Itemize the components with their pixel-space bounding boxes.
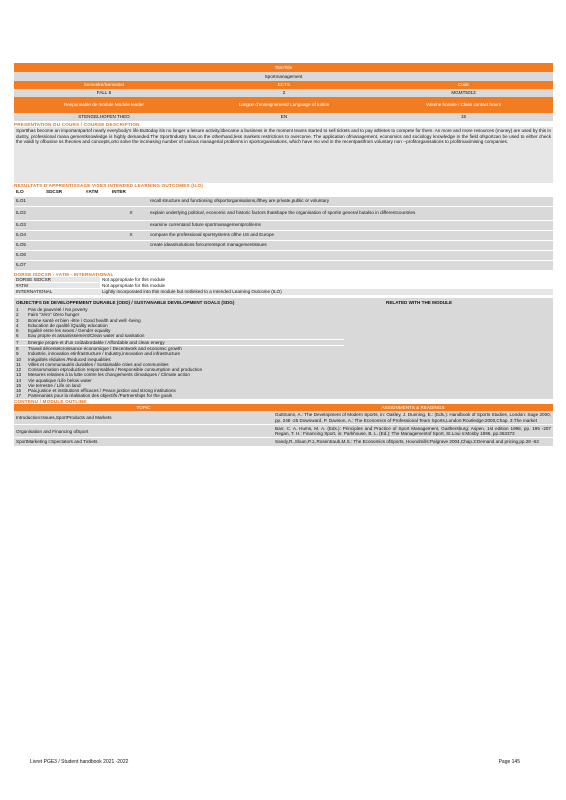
ilo-id: ILO2 (16, 210, 26, 216)
presentation-text: Sportthas become an importantpartof nearly everybody's life.Buttoday itis no longer a leisure activity,itbecame a business in the moment teams started to sell tickets and to pay athletes to compete for them. As more and more resources (money) are used by this in dustry, professional mana gementknowledge is highly demanded.The SportIndustry has,on the otherhand,less markets restrictions to overcome. The application ofmanagement, economics and sociology knowledge in the field ofsportcan be used to either check the validi ty ofbusine ss theories and concepts,orto solve the increasing number of various managerial problems in sportorganisations, which have mo ved in the recentpastfrom voluntary non --profitorganisations to profitmaximising companies. (14, 127, 553, 183)
title-value-row (14, 72, 553, 81)
ilo-row (14, 197, 553, 207)
ilo-text (148, 264, 553, 266)
ilo-text: create ideas/solutions forcurrentsport managementissues (150, 242, 267, 248)
title-label: TitreTitle (274, 65, 293, 70)
sdg-text: Mesures relatives à la lutte contre les changements climatiques / Climate action (28, 372, 190, 378)
ilo-table (14, 197, 553, 271)
title-value: Sportmanagement (264, 74, 303, 79)
ects-value: 2 (282, 90, 286, 95)
title-label-row (14, 63, 553, 72)
sdg-number: 7 (16, 339, 19, 345)
code-value: MGMT5013 (451, 90, 476, 95)
ilo-mark: X (129, 210, 133, 216)
sdg-number: 2 (16, 312, 19, 318)
dorse-heading: DORSE ISDCSR - #ATM - INTERNATIONAL (14, 271, 114, 277)
course-page (14, 63, 553, 447)
sdg-text: Villes et communautés durables / Sustainable cities and communities (28, 361, 169, 367)
footer-page-number: Page 145 (498, 759, 520, 765)
footer-handbook: Livret PGE3 / Student handbook 2021 -2022 (30, 759, 129, 765)
sdg-section (14, 298, 553, 399)
sdg-text: Partenariats pour la réalisation des objectifs /Partnerships for the goals (28, 393, 173, 399)
ilo-column-header (14, 189, 553, 197)
sdg-text: Vie terrestre / Life on land (28, 382, 81, 388)
sdg-number: 6 (16, 333, 19, 339)
dorse-table (14, 277, 553, 296)
dorse-text: Lightly incorporated into this module but notlinked to a Intended Learning Outcome (ILO) (100, 289, 553, 294)
ilo-mark: X (129, 232, 133, 238)
sdg-text: Pas de pauvreté / No poverty (28, 306, 88, 312)
presentation-heading: PRESENTATION DU COURS / COURSE DESCRIPTION (14, 122, 140, 127)
ilo-row (14, 207, 553, 221)
dorse-label: #ATM (14, 283, 100, 288)
sdg-related-heading: RELATED WITH THE MODULE (386, 299, 453, 305)
ilo-row (14, 261, 553, 271)
sdg-number: 10 (16, 356, 22, 362)
responsible-label: Responsable de module Module leader (64, 102, 144, 108)
volume-label: Volume horaire / Class contact hours (425, 102, 502, 108)
sdg-text: Consommation etproduction responsables / Responsible consumption and production (28, 367, 203, 373)
dorse-row (14, 289, 553, 295)
sdg-number: 12 (16, 367, 22, 373)
ilo-row (14, 221, 553, 231)
ilo-col-inter: INTER (112, 188, 126, 194)
contenu-row (14, 438, 553, 446)
code-label: Code (458, 82, 469, 87)
semester-value-row (14, 89, 553, 97)
ects-label: ECTS (277, 82, 291, 87)
contenu-header-row (14, 404, 553, 411)
ilo-id: ILO6 (16, 252, 26, 258)
sdg-number: 3 (16, 317, 19, 323)
sdg-number: 8 (16, 345, 19, 351)
ilo-text: examine currentand future sportmanagementproblems (150, 222, 261, 228)
volume-value: 15 (460, 114, 467, 119)
semester-label: Semestre/Semester (83, 82, 125, 87)
sdg-number: 16 (16, 388, 22, 394)
ilo-id: ILO4 (16, 232, 26, 238)
dorse-text: Not appropriate for this module (102, 283, 166, 289)
sdg-number: 9 (16, 351, 19, 357)
ilo-row (14, 251, 553, 261)
ilo-heading: RESULTATS D'APPRENTISSAGE VISES INTENDED LEARNING OUTCOMES (ILO) (14, 183, 203, 189)
topic-col-header: TOPIC (136, 405, 151, 411)
sdg-number: 4 (16, 322, 19, 328)
sdg-header-row (14, 298, 557, 307)
contenu-row (14, 411, 553, 424)
language-label: Langue d'enseignement/ Language of tuition (238, 102, 330, 108)
ilo-id: ILO7 (16, 262, 26, 268)
sdg-text: Egalité entre les sexes / Gender equality (28, 328, 111, 334)
ilo-text: recall structure and functioning ofsportorganisations,ifthey are private,public or voluntary (150, 198, 329, 204)
ilo-row (14, 231, 553, 241)
sdg-text: Energie propre et d'un coûtabordable / Affordable and clean energy (28, 339, 165, 345)
sdg-number: 15 (16, 382, 22, 388)
semester-value: FALL 5 (96, 90, 112, 95)
language-value: EN (280, 114, 288, 119)
assignments-col-header: ASSIGNMENTS & READINGS (381, 405, 445, 411)
ilo-text: explain underlying political, economic and historic factors thatshape the organisation of sportin general butalso in differentcountries (150, 210, 416, 216)
sdg-text: Faim "zéro" /Zero hunger (28, 312, 80, 318)
contenu-topic: Introduction:Issues,SportProducts and Markets (16, 414, 112, 420)
sdg-number: 1 (16, 306, 19, 312)
sdg-text: Inégalités réduites /Reduced inequalities (28, 356, 111, 362)
ilo-col-atm: #ATM (86, 188, 99, 194)
sdg-number: 17 (16, 393, 22, 399)
ilo-row (14, 241, 553, 251)
ilo-text: compare the professional sportsystems ofthe US and Europe (150, 232, 275, 238)
sdg-text: Paix,justice et institutions efficaces / Peace,justice and strong institutions (28, 388, 176, 394)
sdg-text: Travail décentetcroissance économique / Decentwork and economic growth (28, 345, 182, 351)
contenu-reading: Guttmann, A.: The Development of Modern Sports, in: Oakley, J. Dunning, E.: (Eds.): Handbook of Sports Studies, London: Sage 2000, pp. 248 -25 Downward, P. Davison, A.: The Economics of Professional Team Sports,London:Routledge:2000,Chap. 3.The market (275, 412, 551, 423)
ilo-col-sdcsr: SDCSR (46, 188, 63, 194)
sdg-item (14, 333, 344, 338)
sdg-number: 11 (16, 361, 21, 367)
contenu-reading: Sandy,R.,Sloan,P.J.,Rosentraub,M.S.: The Economics ofSports, Houndmills:Palgrave 2004,Chap.3:Demand and pricing,pp.28 -63 (275, 439, 539, 445)
ilo-id: ILO1 (16, 198, 26, 204)
dorse-text: Not appropriate for this module (102, 276, 166, 282)
sdg-text: Industrie, innovation etinfrastructure / Industry,innovation and infrastructure (28, 351, 181, 357)
sdg-text: Bonne santé et bien -être / Good health and well -being (28, 317, 141, 323)
responsible-value: STENGELHOFEN THEO (78, 114, 130, 119)
ilo-text (148, 254, 553, 256)
ilo-col-ilo: ILO (16, 188, 24, 194)
sdg-text: Vie aquatique /Life below water (28, 377, 92, 383)
ilo-id: ILO5 (16, 242, 26, 248)
sdg-text: Education de qualité /Quality education (28, 322, 108, 328)
sdg-number: 5 (16, 328, 19, 334)
sdg-item (14, 339, 344, 346)
page-footer (30, 760, 520, 766)
sdg-list (14, 307, 553, 399)
contenu-topic: Organisation and Financing ofSport (16, 428, 89, 434)
semester-header-row (14, 81, 553, 89)
dorse-label: DORSE ISDCSR (14, 277, 100, 282)
sdg-number: 13 (16, 372, 22, 378)
contenu-topic: SportMarketing I:Spectators and Tickets (16, 439, 98, 445)
contenu-row (14, 424, 553, 438)
responsible-value-row (14, 113, 553, 121)
contenu-body (14, 411, 553, 446)
sdg-heading: OBJECTIFS DE DEVELOPPEMENT DURABLE (ODD) / SUSTAINABLE DEVELOPMENT GOALS (SDG) (16, 299, 235, 305)
ilo-id: ILO3 (16, 222, 26, 228)
sdg-text: Eau propre et assainissement/Clean water and sanitation (28, 333, 145, 339)
dorse-label: INTERNATIONAL (14, 289, 100, 294)
sdg-number: 14 (16, 377, 22, 383)
contenu-reading: Barr, C. A. Hums, M. A. (Eds.): Principles and Practice of Sport Management, Gaithersburg: Aspen, 1st edition 1998, pp. 195 -207 Regan, T. H.: Financing Sport, in: Parkhouse, B. L. (Ed.): The Managementof Sport, St.Loui s:Mosby 1996, pp.363373 (275, 425, 551, 437)
sdg-item (14, 393, 344, 398)
responsible-header-row (14, 97, 553, 113)
contenu-heading: CONTENU / MODULE OUTLINE (14, 398, 87, 404)
contenu-table (14, 404, 553, 447)
